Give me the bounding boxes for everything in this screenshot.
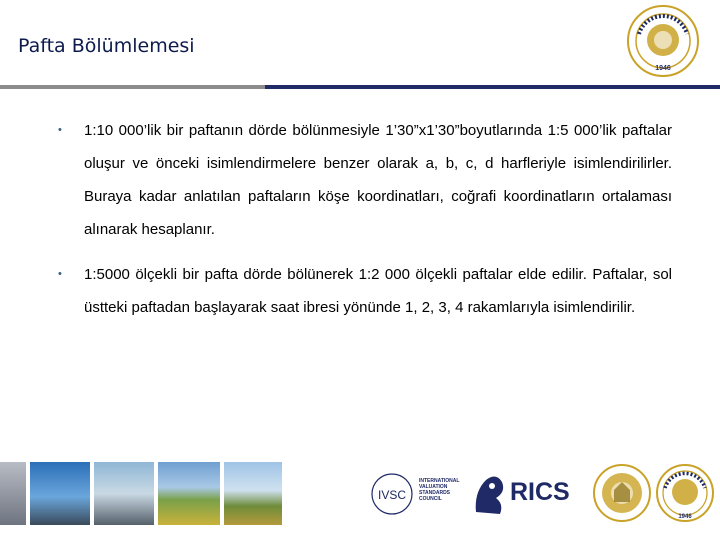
ivsc-line: INTERNATIONAL	[419, 478, 460, 484]
footer-banner	[0, 462, 720, 525]
footer-photo-tree	[224, 462, 282, 525]
university-seal-icon	[626, 4, 700, 78]
footer-photo-city-towers	[94, 462, 154, 525]
footer-photo-field	[158, 462, 220, 525]
ivsc-line: STANDARDS	[419, 490, 451, 496]
ivsc-name	[419, 478, 465, 502]
university-seal-icon	[655, 462, 715, 525]
header-rule-grey	[0, 85, 265, 89]
ivsc-globe-icon	[367, 462, 417, 522]
bullet-text: 1:5000 ölçekli bir pafta dörde bölünerek 1:2 000 ölçekli paftalar elde edilir. Paftalar, sol üstteki paftadan başlayarak saat ibresi yönünde 1, 2, 3, 4 rakamlarıyla isimlendirilir.	[84, 266, 672, 316]
header-rule-navy	[265, 85, 720, 89]
bullet-marker: •	[58, 124, 62, 136]
footer-photo-strip	[0, 462, 26, 525]
bullet-list	[58, 114, 672, 324]
ivsc-mark: IVSC	[377, 488, 407, 502]
rics-wordmark: RICS	[510, 478, 570, 506]
bullet-text: 1:10 000’lik bir paftanın dörde bölünmesiyle 1’30”x1’30”boyutlarında 1:5 000’lik paftalar oluşur ve önceki isimlendirmelere benzer olarak a, b, c, d harfleriyle isimlendirilirler. Buraya kadar anlatılan paftaların köşe koordinatları, coğrafi koordinatların ortalaması alınarak hesaplanır.	[84, 122, 672, 238]
footer-photo-city-skyline	[30, 462, 90, 525]
seal-year: 1946	[655, 65, 671, 72]
rics-lion-icon	[470, 462, 508, 522]
seal-year: 1946	[678, 514, 692, 520]
bullet-item-1	[58, 114, 672, 246]
ivsc-line: VALUATION	[419, 484, 448, 490]
gold-seal-icon	[592, 462, 652, 525]
bullet-item-2	[58, 258, 672, 324]
bullet-marker: •	[58, 268, 62, 280]
ivsc-line: COUNCIL	[419, 496, 442, 502]
slide-title: Pafta Bölümlemesi	[18, 35, 195, 57]
ivsc-logo	[367, 462, 463, 522]
rics-logo	[470, 462, 580, 522]
